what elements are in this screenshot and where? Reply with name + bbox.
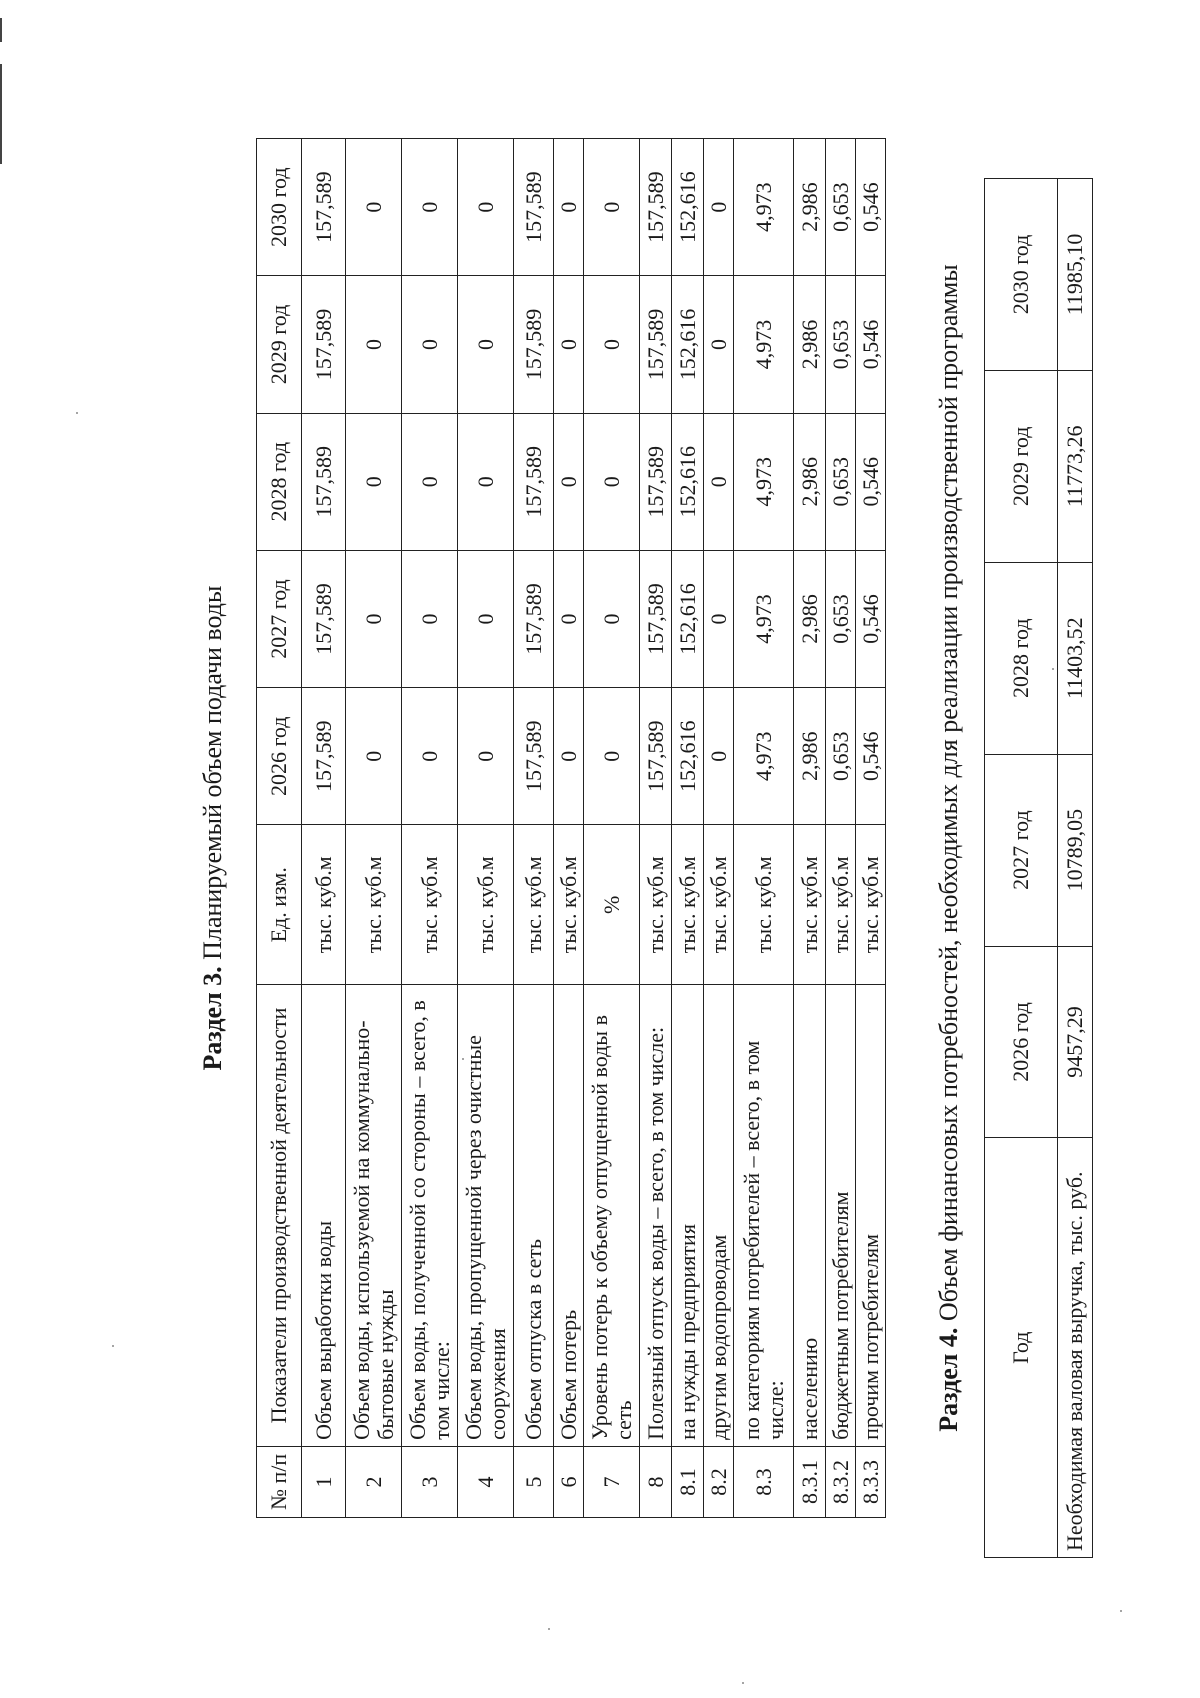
revenue-2029: 11773,26 (1058, 370, 1093, 562)
table-row (514, 139, 554, 1518)
unit: тыс. куб.м (734, 825, 794, 985)
section-4-title: Раздел 4. Объем финансовых потребностей, необходимых для реализации производственной программы (934, 264, 963, 1432)
revenue-2026: 9457,29 (1058, 946, 1093, 1138)
value-2028: 0 (402, 413, 458, 550)
row-number: 1 (302, 1446, 346, 1517)
value-2026: 2,986 (794, 688, 826, 825)
scan-speck (1120, 1610, 1122, 1612)
row-number: 7 (584, 1446, 640, 1517)
value-2030: 0,653 (826, 139, 856, 276)
value-2029: 157,589 (302, 276, 346, 413)
header-2029: 2029 год (257, 276, 302, 413)
section-4 (934, 138, 1088, 1558)
finance-table (984, 178, 1093, 1558)
unit: тыс. куб.м (554, 825, 584, 985)
value-2028: 0 (584, 413, 640, 550)
scan-edge-mark (0, 64, 2, 164)
indicator-name: прочим потребителям (856, 985, 886, 1447)
indicator-name: населению (794, 985, 826, 1447)
value-2028: 4,973 (734, 413, 794, 550)
value-2029: 0 (584, 276, 640, 413)
value-2030: 0,546 (856, 139, 886, 276)
header-2027: 2027 год (257, 550, 302, 687)
header-year: Год (985, 1138, 1058, 1558)
header-unit: Ед. изм. (257, 825, 302, 985)
indicator-name: на нужды предприятия (672, 985, 704, 1447)
scan-speck (112, 1345, 114, 1347)
table-row (794, 139, 826, 1518)
value-2028: 0 (458, 413, 514, 550)
indicator-name: Объем потерь (554, 985, 584, 1447)
scan-speck (742, 1682, 744, 1684)
header-2029: 2029 год (985, 370, 1058, 562)
row-number: 8.2 (704, 1446, 734, 1517)
value-2026: 0,653 (826, 688, 856, 825)
value-2027: 157,589 (640, 550, 672, 687)
table-header-row (985, 179, 1058, 1558)
value-2026: 152,616 (672, 688, 704, 825)
value-2030: 2,986 (794, 139, 826, 276)
value-2027: 0 (346, 550, 402, 687)
indicator-name: другим водопроводам (704, 985, 734, 1447)
table-row (826, 139, 856, 1518)
value-2029: 152,616 (672, 276, 704, 413)
value-2027: 152,616 (672, 550, 704, 687)
value-2030: 157,589 (514, 139, 554, 276)
row-number: 4 (458, 1446, 514, 1517)
table-row (1058, 179, 1093, 1558)
value-2027: 0 (458, 550, 514, 687)
value-2029: 0,546 (856, 276, 886, 413)
unit: тыс. куб.м (302, 825, 346, 985)
value-2026: 0,546 (856, 688, 886, 825)
indicator-name: по категориям потребителей – всего, в том числе: (734, 985, 794, 1447)
row-number: 5 (514, 1446, 554, 1517)
table-row (302, 139, 346, 1518)
value-2030: 0 (554, 139, 584, 276)
revenue-label: Необходимая валовая выручка, тыс. руб. (1058, 1138, 1093, 1558)
value-2030: 0 (346, 139, 402, 276)
value-2026: 157,589 (640, 688, 672, 825)
indicator-name: Объем воды, полученной со стороны – всего, в том числе: (402, 985, 458, 1447)
value-2027: 0 (584, 550, 640, 687)
value-2029: 0 (554, 276, 584, 413)
value-2029: 157,589 (640, 276, 672, 413)
header-2028: 2028 год (257, 413, 302, 550)
value-2026: 157,589 (302, 688, 346, 825)
indicator-name: бюджетным потребителям (826, 985, 856, 1447)
table-header-row (257, 139, 302, 1518)
header-indicator: Показатели производственной деятельности (257, 985, 302, 1447)
unit: тыс. куб.м (346, 825, 402, 985)
table-row (640, 139, 672, 1518)
row-number: 6 (554, 1446, 584, 1517)
unit: % (584, 825, 640, 985)
value-2026: 0 (458, 688, 514, 825)
scan-edge-mark (0, 18, 2, 42)
value-2026: 0 (402, 688, 458, 825)
value-2028: 0 (704, 413, 734, 550)
header-2028: 2028 год (985, 562, 1058, 754)
value-2029: 0 (458, 276, 514, 413)
row-number: 8 (640, 1446, 672, 1517)
unit: тыс. куб.м (856, 825, 886, 985)
table-row (346, 139, 402, 1518)
value-2027: 0 (704, 550, 734, 687)
value-2030: 0 (458, 139, 514, 276)
row-number: 8.3.3 (856, 1446, 886, 1517)
value-2026: 0 (554, 688, 584, 825)
row-number: 2 (346, 1446, 402, 1517)
unit: тыс. куб.м (402, 825, 458, 985)
header-num: № п/п (257, 1446, 302, 1517)
value-2027: 0 (554, 550, 584, 687)
unit: тыс. куб.м (514, 825, 554, 985)
row-number: 3 (402, 1446, 458, 1517)
value-2028: 2,986 (794, 413, 826, 550)
table-row (704, 139, 734, 1518)
indicator-name: Объем выработки воды (302, 985, 346, 1447)
unit: тыс. куб.м (640, 825, 672, 985)
scan-speck (548, 1628, 550, 1630)
table-row (584, 139, 640, 1518)
row-number: 8.1 (672, 1446, 704, 1517)
indicator-name: Полезный отпуск воды – всего, в том числе: (640, 985, 672, 1447)
value-2027: 2,986 (794, 550, 826, 687)
revenue-2028: 11403,52 (1058, 562, 1093, 754)
value-2028: 152,616 (672, 413, 704, 550)
value-2027: 157,589 (514, 550, 554, 687)
value-2029: 4,973 (734, 276, 794, 413)
indicator-name: Объем отпуска в сеть (514, 985, 554, 1447)
value-2030: 157,589 (640, 139, 672, 276)
indicator-name: Уровень потерь к объему отпущенной воды в сеть (584, 985, 640, 1447)
value-2026: 157,589 (514, 688, 554, 825)
unit: тыс. куб.м (672, 825, 704, 985)
value-2030: 0 (584, 139, 640, 276)
indicator-name: Объем воды, используемой на коммунально-бытовые нужды (346, 985, 402, 1447)
table-row (672, 139, 704, 1518)
value-2028: 0 (346, 413, 402, 550)
unit: тыс. куб.м (826, 825, 856, 985)
header-2027: 2027 год (985, 754, 1058, 946)
value-2027: 0,653 (826, 550, 856, 687)
value-2030: 0 (704, 139, 734, 276)
value-2028: 0,546 (856, 413, 886, 550)
value-2029: 0,653 (826, 276, 856, 413)
value-2027: 157,589 (302, 550, 346, 687)
value-2028: 157,589 (302, 413, 346, 550)
table-row (402, 139, 458, 1518)
value-2029: 0 (704, 276, 734, 413)
value-2028: 0 (554, 413, 584, 550)
header-2030: 2030 год (985, 179, 1058, 371)
value-2030: 4,973 (734, 139, 794, 276)
row-number: 8.3.2 (826, 1446, 856, 1517)
value-2030: 0 (402, 139, 458, 276)
section-3-title: Раздел 3. Планируемый объем подачи воды (198, 585, 227, 1071)
value-2030: 157,589 (302, 139, 346, 276)
unit: тыс. куб.м (704, 825, 734, 985)
value-2030: 152,616 (672, 139, 704, 276)
value-2028: 157,589 (640, 413, 672, 550)
value-2026: 0 (346, 688, 402, 825)
table-row (458, 139, 514, 1518)
table-row (734, 139, 794, 1518)
value-2029: 157,589 (514, 276, 554, 413)
value-2026: 0 (584, 688, 640, 825)
value-2026: 4,973 (734, 688, 794, 825)
value-2028: 157,589 (514, 413, 554, 550)
unit: тыс. куб.м (794, 825, 826, 985)
indicator-name: Объем воды, пропущенной через очистные сооружения (458, 985, 514, 1447)
table-row (856, 139, 886, 1518)
table-row (554, 139, 584, 1518)
header-2030: 2030 год (257, 139, 302, 276)
water-supply-table (256, 138, 886, 1518)
value-2029: 0 (346, 276, 402, 413)
value-2029: 2,986 (794, 276, 826, 413)
scan-speck (76, 412, 78, 414)
header-2026: 2026 год (985, 946, 1058, 1138)
value-2029: 0 (402, 276, 458, 413)
value-2026: 0 (704, 688, 734, 825)
unit: тыс. куб.м (458, 825, 514, 985)
section-3 (198, 138, 883, 1518)
value-2028: 0,653 (826, 413, 856, 550)
revenue-2027: 10789,05 (1058, 754, 1093, 946)
value-2027: 0 (402, 550, 458, 687)
value-2027: 4,973 (734, 550, 794, 687)
row-number: 8.3.1 (794, 1446, 826, 1517)
header-2026: 2026 год (257, 688, 302, 825)
revenue-2030: 11985,10 (1058, 179, 1093, 371)
value-2027: 0,546 (856, 550, 886, 687)
row-number: 8.3 (734, 1446, 794, 1517)
